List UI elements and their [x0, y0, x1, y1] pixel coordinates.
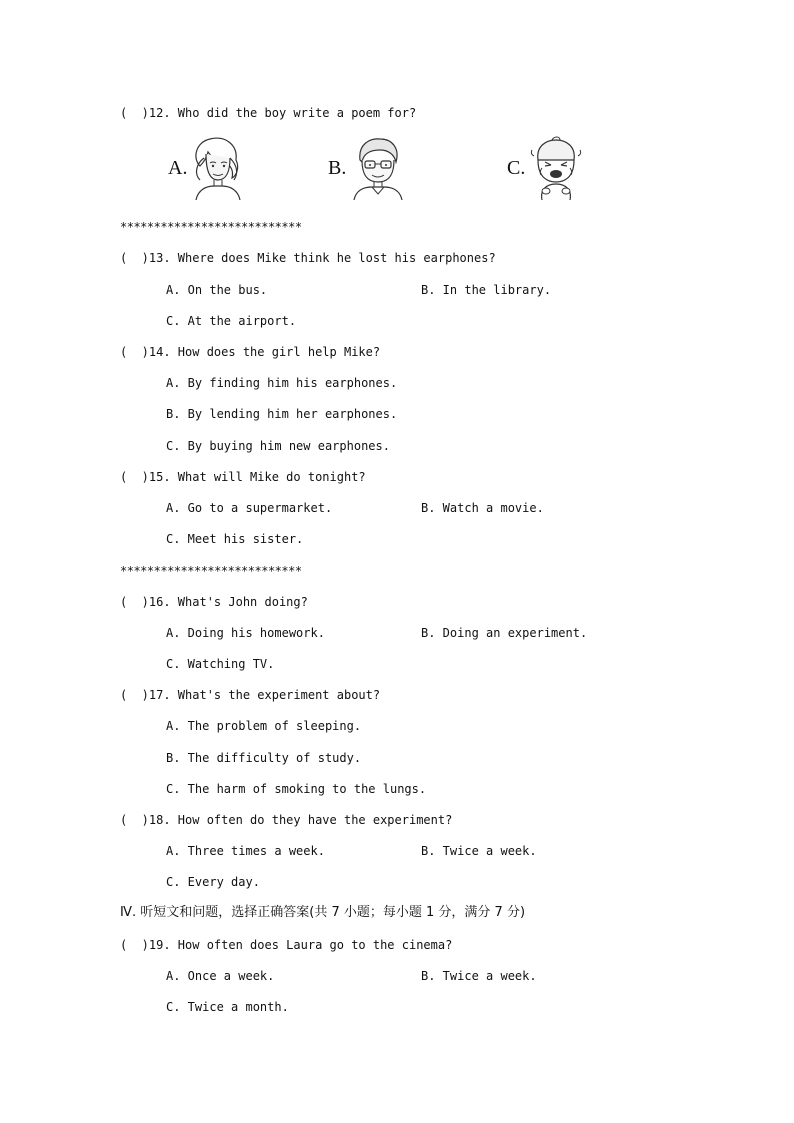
q15-option-b: B. Watch a movie.	[421, 501, 544, 515]
q17-option-b: B. The difficulty of study.	[166, 751, 362, 765]
q17-option-a: A. The problem of sleeping.	[166, 719, 362, 733]
question-17: ( )17. What's the experiment about?	[120, 688, 381, 702]
q14-option-a: A. By finding him his earphones.	[166, 376, 398, 390]
man-with-glasses-portrait-icon	[350, 136, 406, 200]
section-4-heading: Ⅳ. 听短文和问题，选择正确答案(共 7 小题；每小题 1 分，满分 7 分)	[120, 905, 526, 920]
q13-option-b: B. In the library.	[421, 283, 552, 297]
q15-option-c: C. Meet his sister.	[166, 532, 304, 546]
q16-option-a: A. Doing his homework.	[166, 626, 325, 640]
separator-stars: ***************************	[120, 564, 302, 578]
q17-option-c: C. The harm of smoking to the lungs.	[166, 782, 427, 796]
question-15: ( )15. What will Mike do tonight?	[120, 470, 366, 484]
q19-option-c: C. Twice a month.	[166, 1000, 289, 1014]
option-a-label: A.	[168, 157, 188, 179]
option-c-label: C.	[507, 157, 526, 179]
q13-option-a: A. On the bus.	[166, 283, 268, 297]
q14-option-b: B. By lending him her earphones.	[166, 407, 398, 421]
q18-option-a: A. Three times a week.	[166, 844, 325, 858]
question-14: ( )14. How does the girl help Mike?	[120, 345, 381, 359]
q13-option-c: C. At the airport.	[166, 314, 297, 328]
q16-option-c: C. Watching TV.	[166, 657, 275, 671]
separator-stars: ***************************	[120, 220, 302, 234]
question-16: ( )16. What's John doing?	[120, 595, 308, 609]
q18-option-b: B. Twice a week.	[421, 844, 537, 858]
question-13: ( )13. Where does Mike think he lost his earphones?	[120, 251, 496, 265]
q14-option-c: C. By buying him new earphones.	[166, 439, 390, 453]
q15-option-a: A. Go to a supermarket.	[166, 501, 333, 515]
q16-option-b: B. Doing an experiment.	[421, 626, 588, 640]
q19-option-b: B. Twice a week.	[421, 969, 537, 983]
crying-baby-icon	[530, 136, 582, 200]
question-19: ( )19. How often does Laura go to the cinema?	[120, 938, 453, 952]
q19-option-a: A. Once a week.	[166, 969, 275, 983]
woman-portrait-icon	[190, 136, 242, 200]
option-b-label: B.	[328, 157, 347, 179]
question-12: ( )12. Who did the boy write a poem for?	[120, 106, 417, 120]
q18-option-c: C. Every day.	[166, 875, 260, 889]
question-18: ( )18. How often do they have the experiment?	[120, 813, 453, 827]
